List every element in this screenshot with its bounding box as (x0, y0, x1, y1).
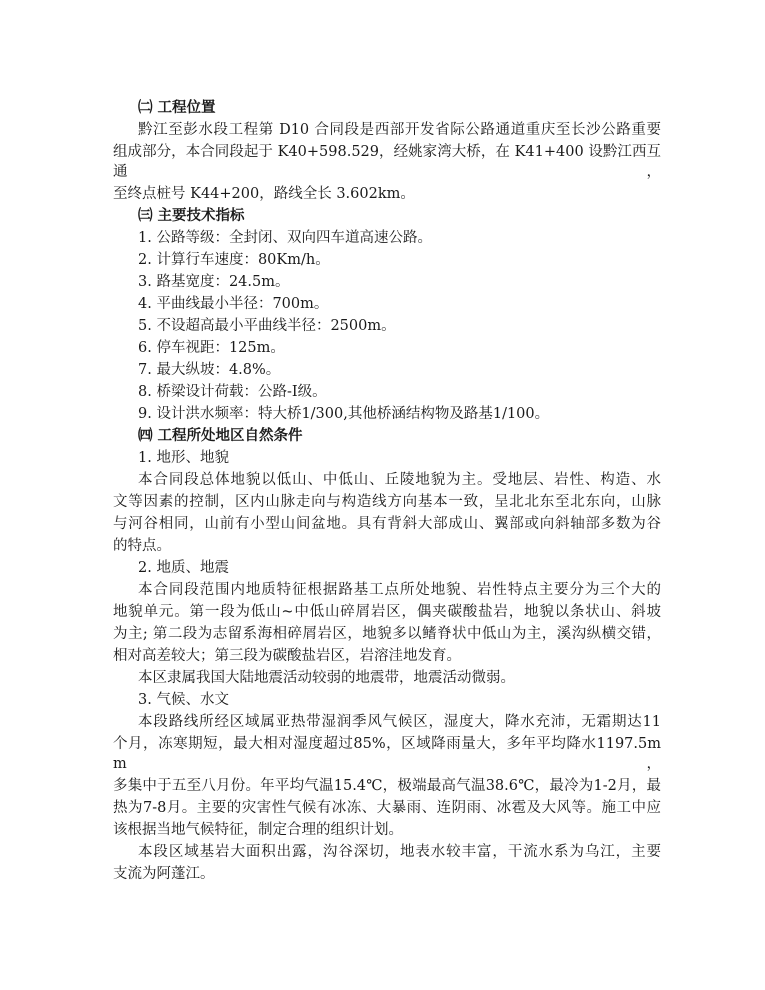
paragraph-line: 地貌单元。第一段为低山~中低山碎屑岩区，偶夹碳酸盐岩，地貌以条状山、斜坡 (113, 604, 661, 620)
list-item: 8. 桥梁设计荷载：公路-Ⅰ级。 (138, 384, 327, 400)
paragraph-line: 本合同段范围内地质特征根据路基工点所处地貌、岩性特点主要分为三个大的 (138, 582, 661, 598)
paragraph-line: 相对高差较大；第三段为碳酸盐岩区，岩溶洼地发育。 (113, 648, 461, 664)
paragraph-line: 热为7-8月。主要的灾害性气候有冰冻、大暴雨、连阴雨、冰雹及大风等。施工中应 (113, 800, 661, 816)
paragraph-line: 支流为阿蓬江。 (113, 866, 215, 882)
list-item: 1. 地形、地貌 (138, 450, 229, 466)
list-item: 4. 平曲线最小半径：700m。 (138, 296, 329, 312)
section-heading: ㈡ 工程位置 (138, 99, 216, 116)
paragraph-line: 组成部分，本合同段起于 K40+598.529，经姚家湾大桥，在 K41+400 设黔江西互通， (113, 144, 661, 180)
list-item: 1. 公路等级：全封闭、双向四车道高速公路。 (138, 230, 432, 246)
list-item: 5. 不设超高最小平曲线半径：2500m。 (138, 318, 396, 334)
paragraph-line: 个月，冻寒期短，最大相对湿度超过85%，区域降雨量大，多年平均降水1197.5mm， (113, 736, 661, 772)
paragraph-line: 多集中于五至八月份。年平均气温15.4℃，极端最高气温38.6℃，最冷为1-2月，最 (113, 778, 661, 794)
list-item: 3. 路基宽度：24.5m。 (138, 274, 290, 290)
paragraph-line: 该根据当地气候特征，制定合理的组织计划。 (113, 822, 403, 838)
paragraph-line: 本段路线所经区域属亚热带湿润季风气候区，湿度大，降水充沛，无霜期达11 (138, 714, 661, 730)
list-item: 2. 计算行车速度：80Km/h。 (138, 252, 330, 268)
paragraph-line: 黔江至彭水段工程第 D10 合同段是西部开发省际公路通道重庆至长沙公路重要 (138, 122, 661, 138)
paragraph-line: 与河谷相同，山前有小型山间盆地。具有背斜大部成山、翼部或向斜轴部多数为谷 (113, 516, 661, 532)
list-item: 3. 气候、水文 (138, 692, 229, 708)
paragraph-line: 为主; 第二段为志留系海相碎屑岩区，地貌多以鳍脊状中低山为主，溪沟纵横交错， (113, 626, 661, 642)
list-item: 6. 停车视距：125m。 (138, 340, 285, 356)
section-heading: ㈣ 工程所处地区自然条件 (138, 427, 303, 444)
section-heading: ㈢ 主要技术指标 (138, 207, 245, 224)
paragraph-line: 本区隶属我国大陆地震活动较弱的地震带，地震活动微弱。 (138, 670, 515, 686)
list-item: 9. 设计洪水频率：特大桥1/300,其他桥涵结构物及路基1/100。 (138, 406, 550, 422)
paragraph-line: 的特点。 (113, 538, 171, 554)
paragraph-line: 本合同段总体地貌以低山、中低山、丘陵地貌为主。受地层、岩性、构造、水 (138, 472, 661, 488)
paragraph-line: 至终点桩号 K44+200，路线全长 3.602km。 (113, 186, 415, 202)
paragraph-line: 本段区域基岩大面积出露，沟谷深切，地表水较丰富，干流水系为乌江，主要 (138, 844, 661, 860)
document-page (113, 0, 661, 884)
list-item: 2. 地质、地震 (138, 560, 229, 576)
list-item: 7. 最大纵坡：4.8%。 (138, 362, 281, 378)
paragraph-line: 文等因素的控制，区内山脉走向与构造线方向基本一致，呈北北东至北东向，山脉 (113, 494, 661, 510)
